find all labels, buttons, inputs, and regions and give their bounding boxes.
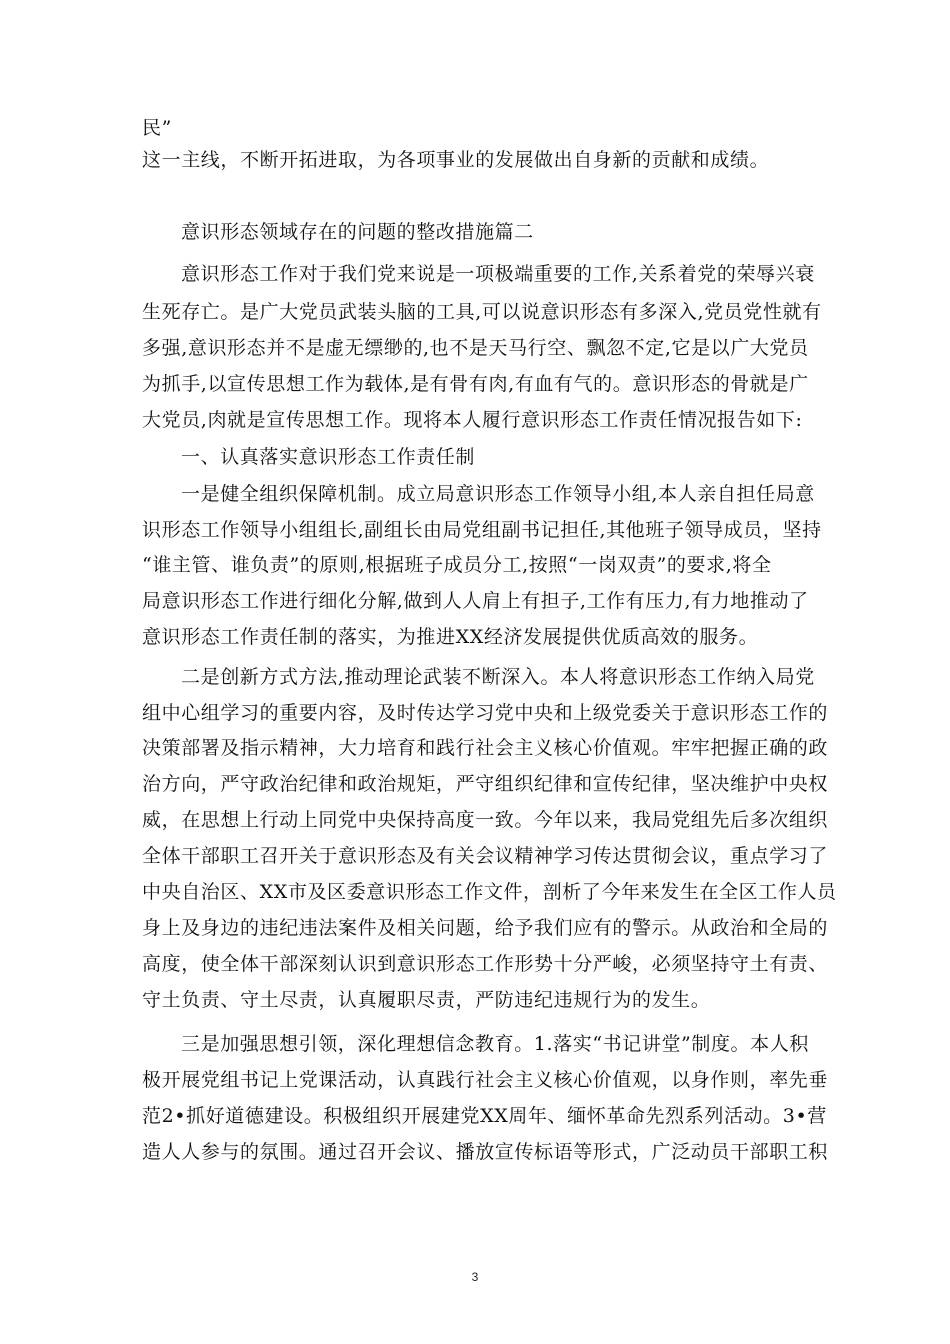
text-line: 大党员,肉就是宣传思想工作。现将本人履行意识形态工作责任情况报告如下: — [142, 409, 803, 431]
text-line: 组中心组学习的重要内容，及时传达学习党中央和上级党委关于意识形态工作的 — [142, 702, 829, 724]
text-line: 为抓手,以宣传思想工作为载体,是有骨有肉,有血有气的。意识形态的骨就是广 — [142, 373, 809, 395]
text-line: 范2•抓好道德建设。积极组织开展建党XX周年、缅怀革命先烈系列活动。3•营 — [142, 1105, 827, 1127]
text-line: 中央自治区、XX市及区委意识形态工作文件，剖析了今年来发生在全区工作人员 — [142, 881, 837, 903]
section-heading: 意识形态领域存在的问题的整改措施篇二 — [181, 221, 534, 243]
text-line: 威，在思想上行动上同党中央保持高度一致。今年以来，我局党组先后多次组织 — [142, 809, 829, 831]
text-line: 多强,意识形态并不是虚无缥缈的,也不是天马行空、飘忽不定,它是以广大党员 — [142, 337, 809, 359]
subsection-heading: 一、认真落实意识形态工作责任制 — [181, 446, 476, 468]
text-line: 极开展党组书记上党课活动，认真践行社会主义核心价值观，以身作则，率先垂 — [142, 1069, 829, 1091]
text-line: 生死存亡。是广大党员武装头脑的工具,可以说意识形态有多深入,党员党性就有 — [142, 301, 822, 323]
text-line: 民” — [142, 117, 172, 139]
text-line: “谁主管、谁负责”的原则,根据班子成员分工,按照“一岗双责”的要求,将全 — [142, 554, 772, 576]
text-line: 二是创新方式方法,推动理论武装不断深入。本人将意识形态工作纳入局党 — [181, 666, 815, 688]
text-line: 全体干部职工召开关于意识形态及有关会议精神学习传达贯彻会议，重点学习了 — [142, 845, 829, 867]
text-line: 三是加强思想引领，深化理想信念教育。1.落实“书记讲堂”制度。本人积 — [181, 1033, 809, 1055]
text-line: 意识形态工作责任制的落实，为推进XX经济发展提供优质高效的服务。 — [142, 626, 759, 648]
text-line: 守土负责、守土尽责，认真履职尽责，严防违纪违规行为的发生。 — [142, 989, 711, 1011]
text-line: 一是健全组织保障机制。成立局意识形态工作领导小组,本人亲自担任局意 — [181, 483, 815, 505]
text-line: 意识形态工作对于我们党来说是一项极端重要的工作,关系着党的荣辱兴衰 — [181, 263, 815, 285]
text-line: 识形态工作领导小组组长,副组长由局党组副书记担任,其他班子领导成员，坚持 — [142, 519, 822, 541]
text-line: 身上及身边的违纪违法案件及相关问题，给予我们应有的警示。从政治和全局的 — [142, 917, 829, 939]
text-line: 决策部署及指示精神，大力培育和践行社会主义核心价值观。牢牢把握正确的政 — [142, 737, 829, 759]
text-line: 这一主线，不断开拓进取，为各项事业的发展做出自身新的贡献和成绩。 — [142, 149, 770, 171]
page-number: 3 — [471, 1270, 479, 1284]
text-line: 高度，使全体干部深刻认识到意识形态工作形势十分严峻，必须坚持守土有责、 — [142, 953, 829, 975]
text-line: 造人人参与的氛围。通过召开会议、播放宣传标语等形式，广泛动员干部职工积 — [142, 1141, 829, 1163]
text-line: 治方向，严守政治纪律和政治规矩，严守组织纪律和宣传纪律，坚决维护中央权 — [142, 773, 829, 795]
text-line: 局意识形态工作进行细化分解,做到人人肩上有担子,工作有压力,有力地推动了 — [142, 590, 809, 612]
